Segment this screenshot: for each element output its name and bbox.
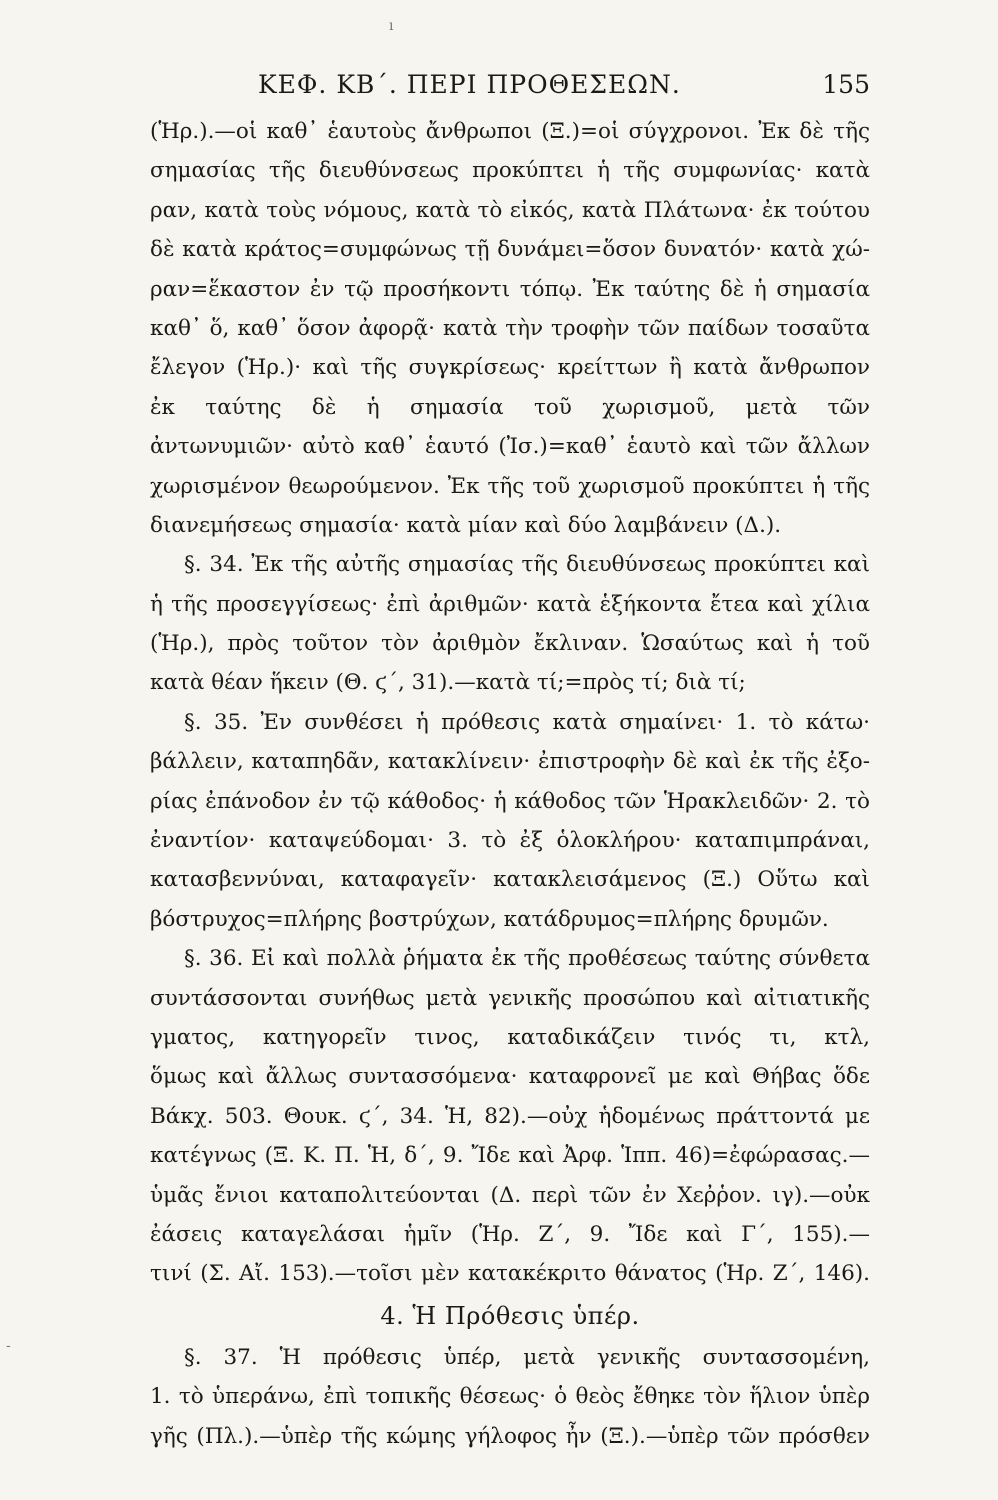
text-line: γματος, κατηγορεῖν τινος, καταδικάζειν τινός τι, κτλ, [150,1024,870,1050]
text-line: §. 36. Εἰ καὶ πολλὰ ῥήματα ἐκ τῆς προθέσεως ταύτης σύνθετα [184,946,870,972]
page-number: 155 [822,70,870,99]
text-line: χωρισμένον θεωρούμενον. Ἐκ τῆς τοῦ χωρισμοῦ προκύπτει ἡ τῆς [150,473,870,499]
text-line: ὅμως καὶ ἄλλως συντασσόμενα· καταφρονεῖ με καὶ Θήβας ὅδε [150,1064,870,1090]
section-37 [150,1338,870,1456]
section-heading: 4. Ἡ Πρόθεσις ὑπέρ. [380,1301,640,1330]
chapter-title: ΚΕΦ. ΚΒ΄. ΠΕΡΙ ΠΡΟΘΕΣΕΩΝ. [258,70,681,99]
text-line: καθ᾽ ὅ, καθ᾽ ὅσον ἀφορᾷ· κατὰ τὴν τροφὴν τῶν παίδων τοσαῦτα [150,315,870,341]
paragraph-continuation [150,112,870,545]
margin-mark: - [6,1338,11,1354]
text-line: ρίας ἐπάνοδον ἐν τῷ κάθοδος· ἡ κάθοδος τῶν Ἡρακλειδῶν· 2. τὸ [150,788,870,814]
text-line: ἐάσεις καταγελάσαι ἡμῖν (Ἡρ. Ζ΄, 9. Ἴδε καὶ Γ΄, 155).— [150,1221,870,1247]
text-line: Βάκχ. 503. Θουκ. ϛ΄, 34. Ἡ, 82).—οὐχ ἡδομένως πράττοντά με [150,1103,870,1129]
text-line: 1. τὸ ὑπεράνω, ἐπὶ τοπικῆς θέσεως· ὁ θεὸς ἔθηκε τὸν ἥλιον ὑπὲρ [150,1384,870,1410]
section-35 [150,703,870,939]
text-line: §. 37. Ἡ πρόθεσις ὑπέρ, μετὰ γενικῆς συντασσομένη, [184,1344,870,1370]
text-line: δὲ κατὰ κράτος=συμφώνως τῇ δυνάμει=ὅσον δυνατόν· κατὰ χώ- [150,237,870,263]
running-header [150,66,870,106]
text-line: γῆς (Πλ.).—ὑπὲρ τῆς κώμης γήλοφος ἦν (Ξ.).—ὑπὲρ τῶν πρόσθεν [150,1423,870,1449]
text-line: (Ἡρ.).—οἱ καθ᾽ ἑαυτοὺς ἄνθρωποι (Ξ.)=οἱ σύγχρονοι. Ἐκ δὲ τῆς [150,119,870,144]
text-line: βάλλειν, καταπηδᾶν, κατακλίνειν· ἐπιστροφὴν δὲ καὶ ἐκ τῆς ἐξο- [150,749,870,775]
text-line: ὑμᾶς ἔνιοι καταπολιτεύονται (Δ. περὶ τῶν ἐν Χεῤῥον. ιγ).—οὐκ [150,1182,870,1208]
page-body [150,112,870,1456]
text-line: ἡ τῆς προσεγγίσεως· ἐπὶ ἀριθμῶν· κατὰ ἑξήκοντα ἔτεα καὶ χίλια [150,591,870,617]
text-line: συντάσσονται συνήθως μετὰ γενικῆς προσώπου καὶ αἰτιατικῆς [150,985,870,1011]
text-line: (Ἡρ.), πρὸς τοῦτον τὸν ἀριθμὸν ἔκλιναν. Ὡσαύτως καὶ ἡ τοῦ [150,631,870,657]
text-line: ἐκ ταύτης δὲ ἡ σημασία τοῦ χωρισμοῦ, μετὰ τῶν [150,394,870,420]
section-34 [150,545,870,703]
text-line: διανεμήσεως σημασία· κατὰ μίαν καὶ δύο λαμβάνειν (Δ.). [150,512,782,538]
text-line: ραν=ἕκαστον ἐν τῷ προσήκοντι τόπῳ. Ἐκ ταύτης δὲ ἡ σημασία [150,276,870,302]
text-line: ἐναντίον· καταψεύδομαι· 3. τὸ ἐξ ὁλοκλήρου· καταπιμπράναι, [150,828,870,854]
text-line: ἔλεγον (Ἡρ.)· καὶ τῆς συγκρίσεως· κρείττων ἢ κατὰ ἄνθρωπον [150,355,870,381]
text-line: σημασίας τῆς διευθύνσεως προκύπτει ἡ τῆς συμφωνίας· κατὰ [150,158,870,184]
text-line: βόστρυχος=πλήρης βοστρύχων, κατάδρυμος=πλήρης δρυμῶν. [150,906,829,932]
text-line: ἀντωνυμιῶν· αὐτὸ καθ᾽ ἑαυτό (Ἰσ.)=καθ᾽ ἑαυτὸ καὶ τῶν ἄλλων [150,434,870,460]
text-line: κατὰ θέαν ἥκειν (Θ. ϛ΄, 31).—κατὰ τί;=πρὸς τί; διὰ τί; [150,670,746,696]
text-line: §. 34. Ἐκ τῆς αὐτῆς σημασίας τῆς διευθύνσεως προκύπτει καὶ [184,552,870,578]
text-line: κατέγνως (Ξ. Κ. Π. Ἡ, δ΄, 9. Ἴδε καὶ Ἀρφ. Ἱππ. 46)=ἐφώρασας.— [150,1143,870,1169]
text-line: κατασβεννύναι, καταφαγεῖν· κατακλεισάμενος (Ξ.) Οὕτω καὶ [150,867,870,893]
text-line: τινί (Σ. Αἴ. 153).—τοῖσι μὲν κατακέκριτο θάνατος (Ἡρ. Ζ΄, 146). [150,1261,870,1287]
section-36 [150,939,870,1294]
text-line: ραν, κατὰ τοὺς νόμους, κατὰ τὸ εἰκός, κατὰ Πλάτωνα· ἐκ τούτου [150,197,870,223]
text-line: §. 35. Ἐν συνθέσει ἡ πρόθεσις κατὰ σημαίνει· 1. τὸ κάτω· [184,709,870,735]
scan-speck: ı [389,18,394,34]
